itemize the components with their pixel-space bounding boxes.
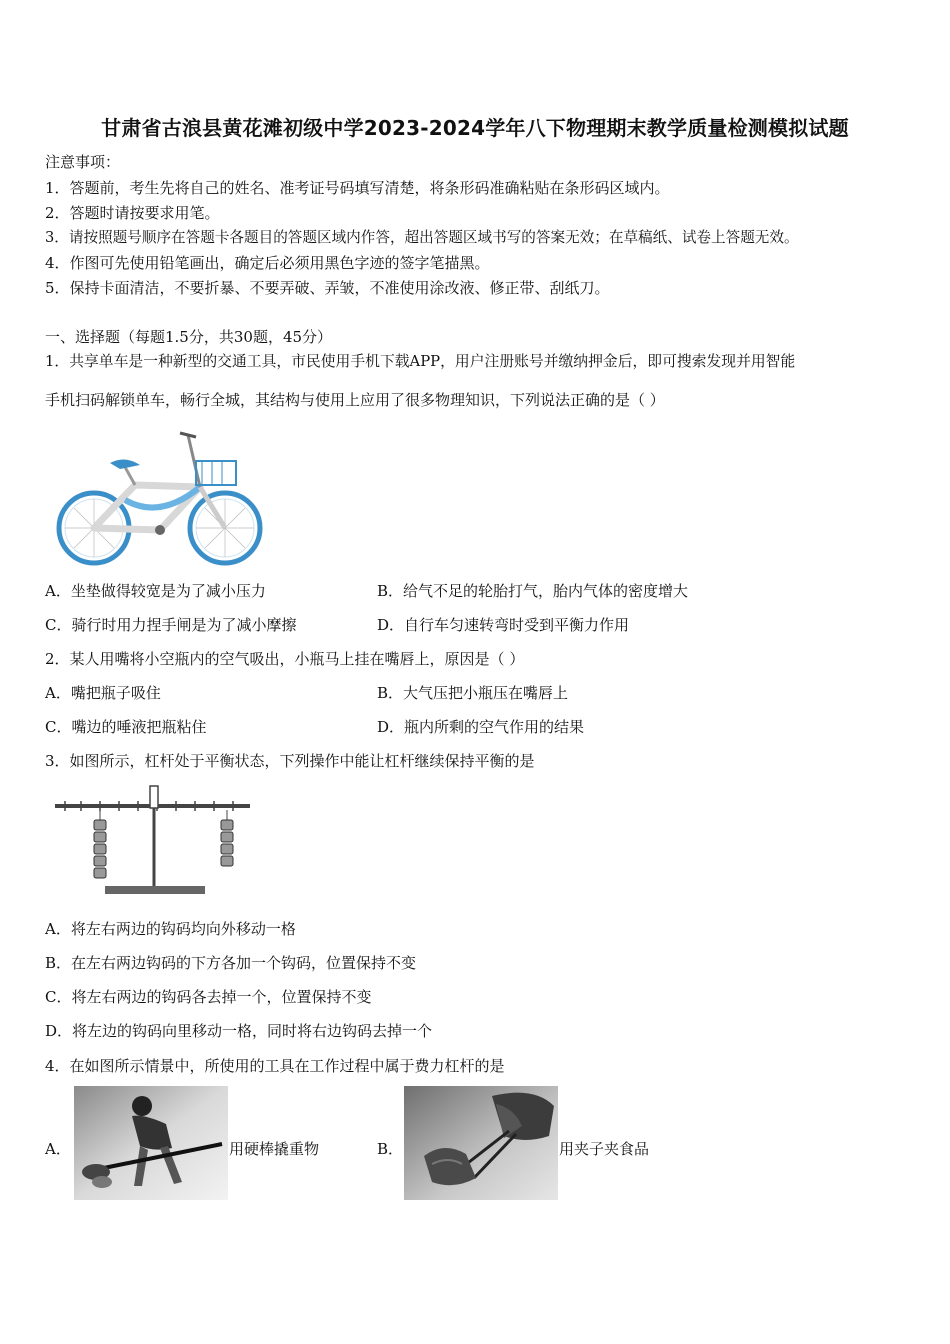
- q2-option-b: B．大气压把小瓶压在嘴唇上: [377, 684, 569, 702]
- q4-option-b-text: 用夹子夹食品: [559, 1140, 650, 1158]
- q2-option-c: C．嘴边的唾液把瓶粘住: [45, 718, 207, 736]
- q1-stem-line2: 手机扫码解锁单车，畅行全城，其结构与使用上应用了很多物理知识，下列说法正确的是（ ）: [45, 391, 665, 409]
- tongs-photo: [404, 1086, 558, 1200]
- notice-item-2: 2．答题时请按要求用笔。: [45, 204, 220, 222]
- notice-item-3: 3．请按照题号顺序在答题卡各题目的答题区域内作答，超出答题区域书写的答案无效；在草稿纸、试卷上答题无效。: [45, 229, 799, 246]
- q4-option-a-letter: A．: [45, 1140, 71, 1158]
- q3-option-c: C．将左右两边的钩码各去掉一个，位置保持不变: [45, 988, 372, 1006]
- bicycle-image: [50, 425, 265, 570]
- q3-stem: 3．如图所示，杠杆处于平衡状态，下列操作中能让杠杆继续保持平衡的是: [45, 752, 535, 770]
- q3-option-b: B．在左右两边钩码的下方各加一个钩码，位置保持不变: [45, 954, 417, 972]
- q2-option-a: A．嘴把瓶子吸住: [45, 684, 161, 702]
- notice-item-1: 1．答题前，考生先将自己的姓名、准考证号码填写清楚，将条形码准确粘贴在条形码区域内。: [45, 179, 670, 197]
- section-heading: 一、选择题（每题1.5分，共30题，45分）: [45, 328, 333, 346]
- q4-stem: 4．在如图所示情景中，所使用的工具在工作过程中属于费力杠杆的是: [45, 1057, 505, 1075]
- notice-item-5: 5．保持卡面清洁，不要折暴、不要弄破、弄皱，不准使用涂改液、修正带、刮纸刀。: [45, 279, 610, 297]
- page-title: 甘肃省古浪县黄花滩初级中学2023-2024学年八下物理期末教学质量检测模拟试题: [101, 116, 849, 140]
- lever-diagram: [45, 782, 260, 907]
- q2-option-d: D．瓶内所剩的空气作用的结果: [377, 718, 585, 736]
- q1-option-a: A．坐垫做得较宽是为了减小压力: [45, 582, 266, 600]
- q2-stem: 2．某人用嘴将小空瓶内的空气吸出，小瓶马上挂在嘴唇上，原因是（ ）: [45, 650, 525, 668]
- q1-option-b: B．给气不足的轮胎打气，胎内气体的密度增大: [377, 582, 689, 600]
- q1-option-d: D．自行车匀速转弯时受到平衡力作用: [377, 616, 630, 634]
- notice-heading: 注意事项：: [45, 153, 121, 171]
- notice-item-4: 4．作图可先使用铅笔画出，确定后必须用黑色字迹的签字笔描黑。: [45, 254, 490, 272]
- crowbar-photo: [74, 1086, 228, 1200]
- q3-option-a: A．将左右两边的钩码均向外移动一格: [45, 920, 296, 938]
- q1-stem-line1: 1．共享单车是一种新型的交通工具，市民使用手机下载APP，用户注册账号并缴纳押金后，即可搜索发现并用智能: [45, 353, 796, 370]
- q1-option-c: C．骑行时用力捏手闸是为了减小摩擦: [45, 616, 297, 634]
- q3-option-d: D．将左边的钩码向里移动一格，同时将右边钩码去掉一个: [45, 1022, 433, 1040]
- q4-option-b-letter: B．: [377, 1140, 404, 1158]
- q4-option-a-text: 用硬棒撬重物: [229, 1140, 320, 1158]
